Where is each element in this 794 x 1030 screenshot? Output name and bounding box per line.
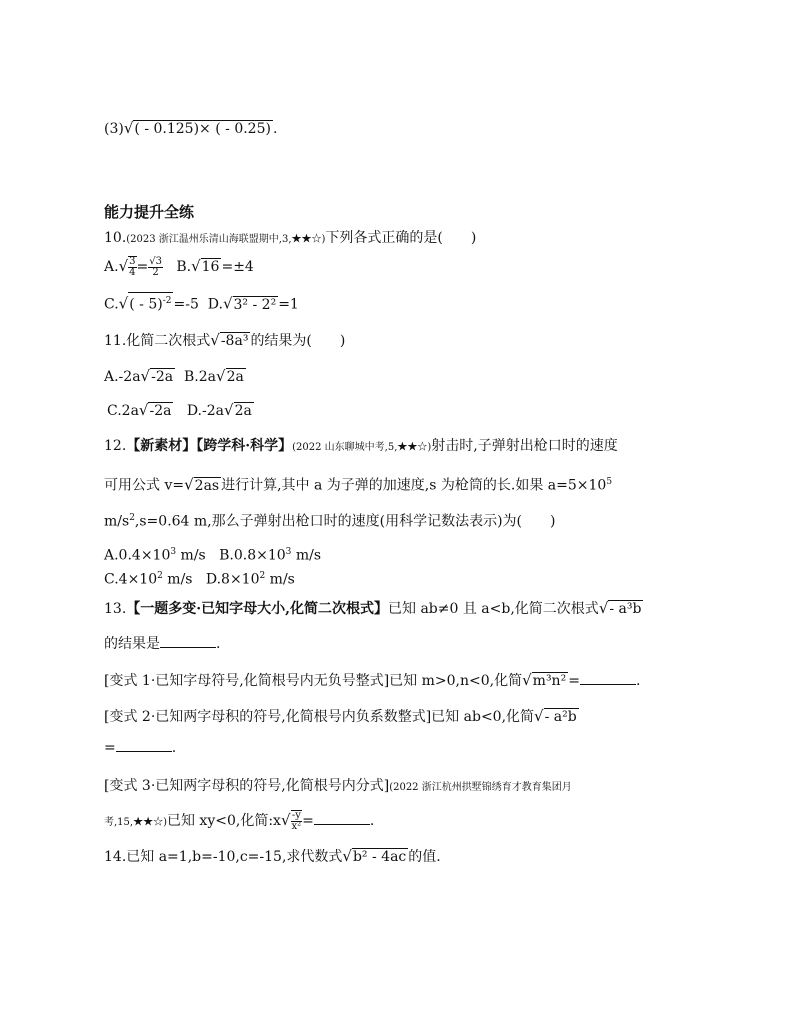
q12-line2 [104, 472, 612, 496]
radical-icon: √ [342, 847, 352, 865]
q11-a-label: A.-2a [104, 369, 141, 385]
q12-line3 [104, 508, 555, 532]
q12-d-unit: m/s [265, 571, 295, 588]
q12-source: (2022 山东聊城中考,5,★★☆) [292, 442, 432, 453]
radical-icon: √ [191, 257, 201, 275]
q10-d-radicand: 3² - 2² [233, 296, 277, 313]
q10-d-label: D. [207, 296, 223, 313]
q13-v1-radicand: m³n² [532, 673, 567, 689]
q10-stem [104, 228, 476, 250]
frac-den: 2 [152, 266, 159, 278]
radical-icon: √ [216, 367, 226, 385]
radical-icon: √ [222, 294, 233, 313]
q10-options-cd [104, 292, 299, 315]
q11-b-label: B.2a [184, 369, 216, 385]
radical-icon: √ [224, 401, 234, 419]
frac-den: x² [291, 821, 302, 832]
q13-v2-text: [变式 2·已知两字母积的符号,化简根号内负系数整式]已知 ab<0,化简 [104, 709, 535, 725]
q11-options-ab [104, 366, 246, 387]
frac-num: -y [291, 810, 301, 821]
q10-d-rest: =1 [278, 296, 299, 313]
q11-stem-pre: 11.化简二次根式 [104, 333, 211, 349]
q13-v3-frac [291, 810, 303, 832]
q12-options-cd [104, 566, 295, 590]
q11-a-radicand: -2a [151, 369, 174, 385]
q13-v3-source: (2022 浙江杭州拱墅锦绣育才教育集团月 [389, 782, 572, 793]
q3-line [104, 118, 277, 139]
q12-tag-cross-subject: 【跨学科·科学】 [196, 438, 293, 454]
radical-icon: √ [184, 475, 194, 494]
q12-line3-pre: m/s [104, 513, 130, 530]
q12-d-exp: 2 [259, 571, 266, 581]
frac-num: 3 [129, 256, 136, 267]
q10-c-radicand [128, 292, 173, 313]
q11-c-radicand: -2a [149, 403, 172, 419]
q13-variant3 [104, 776, 572, 798]
q12-option-d: D.8×10 [205, 571, 260, 588]
q11-options-cd [107, 400, 254, 421]
q12-line2-radicand: 2as [194, 477, 220, 494]
radical-icon: √ [210, 331, 220, 349]
q10-c-label: C. [104, 296, 119, 313]
q13-variant2-line2: = . [104, 740, 177, 756]
q10-c-base: ( - 5) [129, 296, 163, 313]
q11-stem-radicand: -8a³ [220, 333, 249, 349]
q10-a-frac2 [148, 257, 163, 278]
q10-a-frac1 [128, 256, 136, 278]
q12-c-unit: m/s [162, 571, 193, 588]
q13-line1-radicand: - a³b [609, 601, 642, 617]
q11-stem-post: 的结果为( ) [250, 333, 346, 349]
q13-v1-text: [变式 1·已知字母符号,化简根号内无负号整式]已知 m>0,n<0,化简 [104, 673, 523, 689]
q10-b-label: B. [176, 259, 192, 275]
q13-line2-end: . [216, 636, 221, 652]
radical-icon: √ [522, 671, 532, 689]
q12-option-b: B.0.8×10 [219, 547, 286, 564]
q12-b-unit: m/s [291, 547, 322, 564]
q11-d-radicand: 2a [234, 403, 252, 419]
section-title: 能力提升全练 [104, 203, 195, 221]
q11-d-label: D.-2a [186, 403, 224, 419]
q10-a-label: A. [104, 259, 119, 275]
q10-options-ab [104, 256, 254, 278]
radical-icon: √ [140, 367, 151, 385]
radical-icon: √ [118, 257, 129, 275]
radical-icon: √ [123, 119, 134, 137]
q11-b-radicand: 2a [226, 369, 244, 385]
q10-stem-text: 下列各式正确的是( ) [325, 230, 477, 246]
radical-icon: √ [118, 294, 129, 313]
q13-line1-post: 已知 ab≠0 且 a<b,化简二次根式 [388, 601, 599, 617]
frac-den: 4 [129, 267, 136, 278]
q12-a-exp: 3 [170, 547, 177, 557]
q12-b-exp: 3 [285, 547, 292, 557]
q13-v2-eq: = [104, 740, 116, 756]
q13-tag: 【一题多变·已知字母大小,化简二次根式】 [126, 601, 389, 617]
q3-label: (3) [104, 121, 124, 137]
q10-c-exp: -2 [162, 296, 172, 306]
q12-line3-exp: 2 [129, 513, 135, 523]
q13-line1 [104, 598, 643, 619]
q12-line2-pre: 可用公式 v= [104, 477, 185, 494]
q12-a-unit: m/s [176, 547, 206, 564]
q12-line3-post: ,s=0.64 m,那么子弹射出枪口时的速度(用科学记数法表示)为( ) [134, 513, 556, 530]
q12-line1-rest: 射击时,子弹射出枪口时的速度 [431, 438, 618, 454]
q14-pre: 14.已知 a=1,b=-10,c=-15,求代数式 [104, 849, 343, 865]
q11-c-label: C.2a [107, 403, 139, 419]
q12-option-c: C.4×10 [104, 571, 158, 588]
q3-radicand: ( - 0.125)× ( - 0.25) [134, 121, 271, 137]
q12-c-exp: 2 [157, 571, 163, 581]
q10-b-radicand: 16 [201, 259, 220, 275]
q10-b-rest: =±4 [221, 259, 254, 275]
q14-radicand: b² - 4ac [352, 849, 407, 865]
q14-line [104, 846, 441, 867]
q12-options-ab [104, 542, 321, 566]
frac-num: √3 [149, 255, 162, 267]
q10-num: 10. [104, 230, 127, 246]
q12-line2-post: 进行计算,其中 a 为子弹的加速度,s 为枪筒的长.如果 a=5×10 [221, 477, 607, 494]
q13-v1-eq: = [568, 673, 580, 689]
q10-source: (2023 浙江温州乐清山海联盟期中,3,★★☆) [126, 234, 326, 245]
answer-blank[interactable] [116, 739, 172, 752]
q13-variant3-line2: 考,15,★★☆)已知 xy<0,化简:x√ $\frac{-y}{\text{x²}}$ = . [104, 810, 375, 832]
answer-blank[interactable] [314, 812, 370, 825]
radical-icon: √ [280, 811, 291, 829]
q13-line2-text: 的结果是 [104, 636, 160, 652]
q14-post: 的值. [408, 849, 441, 865]
q10-c-rest: =-5 [173, 296, 199, 313]
q13-v2-radicand: - a²b [544, 709, 577, 725]
q12-tag-new-material: 【新素材】 [126, 438, 197, 454]
q12-line2-exp: 5 [606, 477, 613, 487]
q11-stem [104, 330, 345, 351]
q13-num: 13. [104, 601, 127, 617]
q13-v3-post: 已知 xy<0,化简:x [166, 813, 281, 829]
q13-v3-source2: 考,15,★★☆) [104, 817, 167, 828]
q10-a-eq: = [136, 259, 149, 275]
q3-end: . [272, 121, 278, 137]
q13-variant2 [104, 706, 579, 727]
radical-icon: √ [598, 599, 609, 617]
q12-num: 12. [104, 438, 127, 454]
answer-blank[interactable] [160, 635, 216, 648]
q13-line2 [104, 634, 220, 654]
radical-icon: √ [138, 401, 149, 419]
answer-blank[interactable] [580, 672, 636, 685]
radical-icon: √ [534, 707, 544, 725]
q13-v3-eq: = [302, 813, 314, 829]
q12-option-a: A.0.4×10 [104, 547, 171, 564]
q12-line1 [104, 436, 618, 458]
q13-v3-text: [变式 3·已知两字母积的符号,化简根号内分式] [104, 778, 390, 794]
q13-variant1: [变式 1·已知字母符号,化简根号内无负号整式]已知 m>0,n<0,化简√m³n² = . [104, 671, 641, 689]
